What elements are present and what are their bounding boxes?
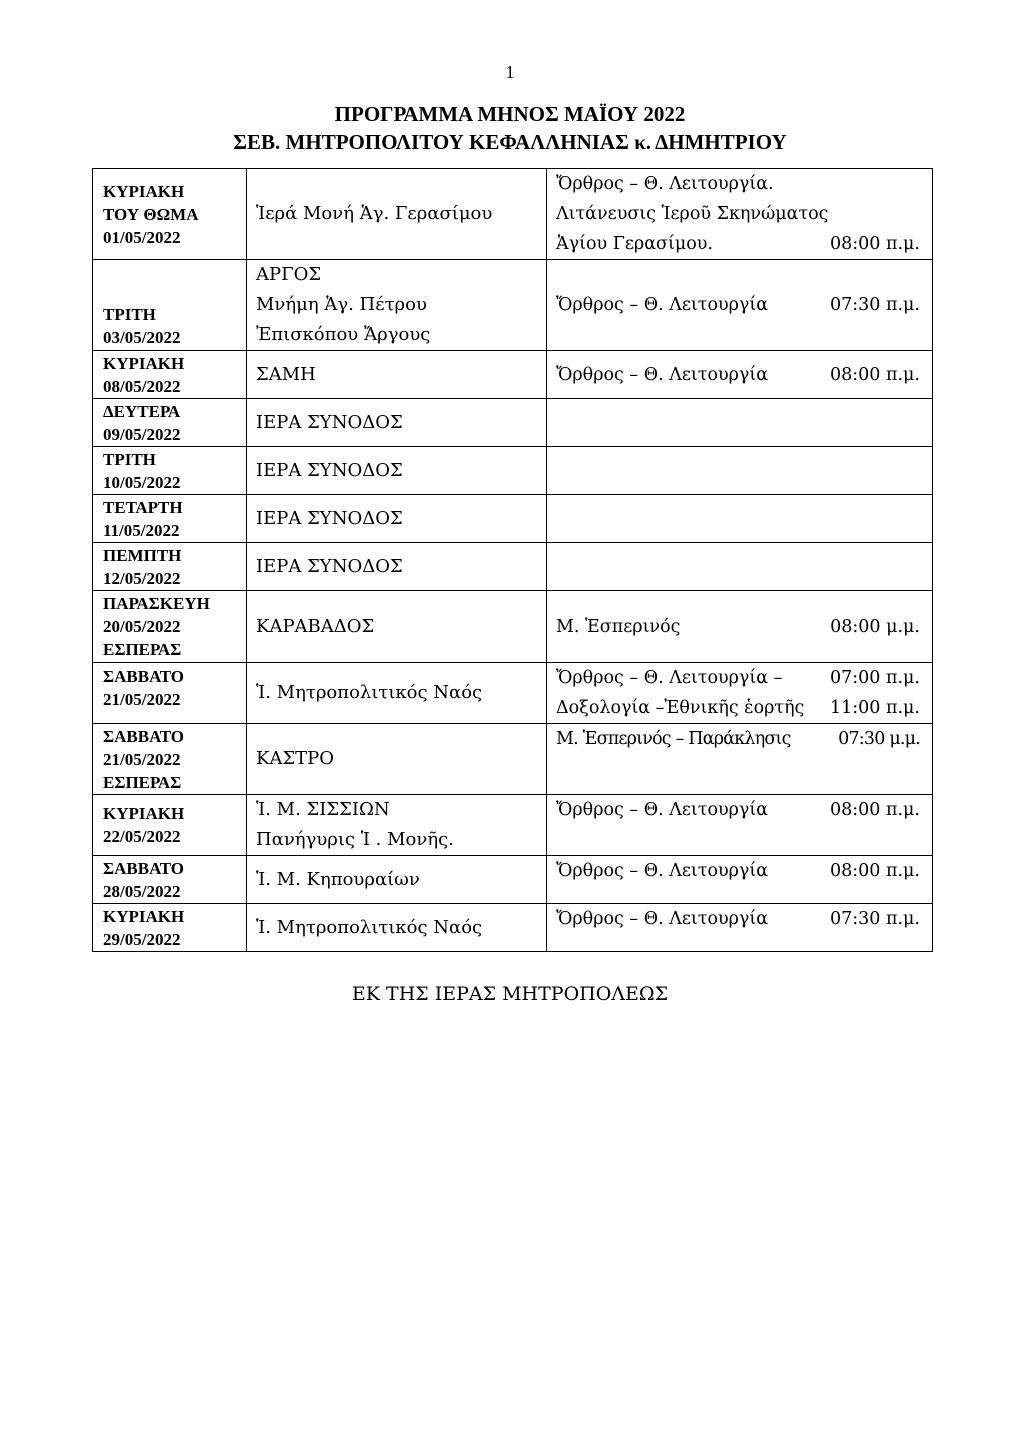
place-line: Πανήγυρις Ἱ . Μονῆς. (256, 829, 454, 850)
date-line: 28/05/2022 (103, 881, 181, 901)
service-cell (547, 169, 933, 260)
service-time: 07:00 π.μ. (830, 668, 920, 688)
service-text: Ἁγίου Γερασίμου. (556, 234, 713, 254)
date-cell (93, 351, 247, 399)
date-line: ΚΥΡΙΑΚΗ (103, 353, 185, 373)
date-line: 21/05/2022 (103, 749, 181, 769)
service-text: Ὄρθρος – Θ. Λειτουργία (556, 861, 769, 881)
table-row (93, 904, 933, 952)
date-line: ΤΟΥ ΘΩΜΑ (103, 204, 199, 224)
service-cell (547, 260, 933, 351)
date-line: ΚΥΡΙΑΚΗ (103, 181, 185, 201)
service-line (556, 169, 920, 199)
place-cell (247, 447, 547, 495)
place-line: ΙΕΡΑ ΣΥΝΟΔΟΣ (256, 411, 403, 433)
place-line: Ἱ. Μ. Κηπουραίων (256, 868, 420, 890)
service-line (556, 229, 920, 259)
service-time: 07:30 μ.μ. (838, 729, 920, 749)
service-line (556, 904, 920, 934)
service-line (556, 856, 920, 886)
service-line (556, 795, 920, 825)
service-line (556, 612, 920, 642)
table-row (93, 543, 933, 591)
date-line: ΣΑΒΒΑΤΟ (103, 726, 184, 746)
service-time: 11:00 π.μ. (830, 698, 920, 718)
date-cell (93, 904, 247, 952)
date-cell (93, 169, 247, 260)
service-line (556, 360, 920, 390)
place-cell (247, 904, 547, 952)
table-row (93, 856, 933, 904)
date-line: ΚΥΡΙΑΚΗ (103, 906, 185, 926)
date-cell (93, 663, 247, 724)
service-cell (547, 591, 933, 663)
service-cell (547, 904, 933, 952)
place-cell (247, 795, 547, 856)
service-text: Δοξολογία –Ἐθνικῆς ἑορτῆς (556, 698, 805, 718)
date-line: 29/05/2022 (103, 929, 181, 949)
date-line: ΔΕΥΤΕΡΑ (103, 401, 181, 421)
table-row (93, 495, 933, 543)
table-row (93, 724, 933, 795)
place-cell (247, 399, 547, 447)
date-line: ΤΕΤΑΡΤΗ (103, 497, 183, 517)
service-line (556, 199, 920, 229)
place-line: ΣΑΜΗ (256, 363, 316, 385)
date-cell (93, 543, 247, 591)
place-cell (247, 260, 547, 351)
service-cell (547, 495, 933, 543)
place-cell (247, 591, 547, 663)
table-row (93, 591, 933, 663)
table-row (93, 795, 933, 856)
date-cell (93, 260, 247, 351)
date-line: ΕΣΠΕΡΑΣ (103, 772, 182, 792)
place-line: Ἱ. Μ. ΣΙΣΣΙΩΝ (256, 799, 390, 820)
service-text: Ὄρθρος – Θ. Λειτουργία (556, 295, 769, 315)
service-cell (547, 543, 933, 591)
place-line: ΙΕΡΑ ΣΥΝΟΔΟΣ (256, 507, 403, 529)
place-line: Ἱ. Μητροπολιτικός Ναός (256, 916, 483, 938)
table-row (93, 663, 933, 724)
schedule-table (92, 168, 933, 952)
service-cell (547, 663, 933, 724)
place-cell (247, 351, 547, 399)
place-line: Ἐπισκόπου Ἄργους (256, 324, 431, 345)
date-line: 03/05/2022 (103, 328, 181, 347)
service-text: Ὄρθρος – Θ. Λειτουργία. (556, 174, 774, 194)
date-line: 12/05/2022 (103, 568, 181, 588)
service-line (556, 663, 920, 693)
service-line (556, 693, 920, 723)
date-line: ΚΥΡΙΑΚΗ (103, 804, 185, 823)
date-cell (93, 795, 247, 856)
date-line: 20/05/2022 (103, 617, 181, 636)
date-line: 11/05/2022 (103, 520, 180, 540)
date-line: 10/05/2022 (103, 472, 181, 492)
table-row (93, 447, 933, 495)
place-cell (247, 856, 547, 904)
service-text: Λιτάνευσις Ἱεροῦ Σκηνώματος (556, 204, 829, 224)
date-line: 08/05/2022 (103, 376, 181, 396)
place-line: ΙΕΡΑ ΣΥΝΟΔΟΣ (256, 459, 403, 481)
service-time: 08:00 μ.μ. (830, 616, 920, 637)
service-cell (547, 856, 933, 904)
service-cell (547, 399, 933, 447)
place-line: Ἱερά Μονή Ἁγ. Γερασίμου (256, 203, 493, 224)
date-line: 21/05/2022 (103, 690, 181, 709)
title-line-1: ΠΡΟΓΡΑΜΜΑ ΜΗΝΟΣ ΜΑΪΟΥ 2022 (334, 102, 686, 126)
service-cell (547, 351, 933, 399)
place-line: ΙΕΡΑ ΣΥΝΟΔΟΣ (256, 555, 403, 577)
service-text: Ὄρθρος – Θ. Λειτουργία (556, 800, 769, 820)
place-line: ΑΡΓΟΣ (256, 264, 322, 285)
date-line: 09/05/2022 (103, 424, 181, 444)
title-line-2: ΣΕΒ. ΜΗΤΡΟΠΟΛΙΤΟΥ ΚΕΦΑΛΛΗΝΙΑΣ κ. ΔΗΜΗΤΡΙΟΥ (233, 130, 787, 154)
place-line: ΚΑΡΑΒΑΔΟΣ (256, 615, 375, 637)
footer-signature: ΕΚ ΤΗΣ ΙΕΡΑΣ ΜΗΤΡΟΠΟΛΕΩΣ (351, 983, 669, 1005)
table-row (93, 351, 933, 399)
place-line: Μνήμη Ἁγ. Πέτρου (256, 294, 427, 315)
place-line: Ἱ. Μητροπολιτικός Ναός (256, 682, 483, 703)
date-line: ΣΑΒΒΑΤΟ (103, 667, 184, 686)
document-title (0, 100, 1020, 156)
table-row (93, 399, 933, 447)
service-time: 08:00 π.μ. (830, 800, 920, 820)
service-time: 07:30 π.μ. (830, 295, 920, 315)
date-cell (93, 856, 247, 904)
date-cell (93, 724, 247, 795)
service-text: Μ. Ἑσπερινός – Παράκλησις (556, 729, 791, 749)
service-time: 08:00 π.μ. (830, 861, 920, 881)
table-row (93, 260, 933, 351)
date-line: ΤΡΙΤΗ (103, 449, 156, 469)
service-text: Ὄρθρος – Θ. Λειτουργία (556, 364, 769, 385)
service-cell (547, 724, 933, 795)
service-cell (547, 795, 933, 856)
date-cell (93, 399, 247, 447)
date-cell (93, 495, 247, 543)
place-cell (247, 724, 547, 795)
date-cell (93, 447, 247, 495)
page-number: 1 (505, 62, 515, 82)
service-time: 08:00 π.μ. (830, 364, 920, 385)
date-line: 01/05/2022 (103, 227, 181, 247)
date-line: ΣΑΒΒΑΤΟ (103, 858, 184, 878)
service-line (556, 290, 920, 320)
service-text: Ὄρθρος – Θ. Λειτουργία (556, 909, 769, 929)
place-line: ΚΑΣΤΡΟ (256, 748, 335, 769)
date-line: ΠΕΜΠΤΗ (103, 545, 182, 565)
date-line: ΕΣΠΕΡΑΣ (103, 640, 182, 659)
service-time: 08:00 π.μ. (830, 234, 920, 254)
date-line: 22/05/2022 (103, 827, 181, 846)
service-cell (547, 447, 933, 495)
service-time: 07:30 π.μ. (830, 909, 920, 929)
service-text: Ὄρθρος – Θ. Λειτουργία – (556, 668, 783, 688)
place-cell (247, 543, 547, 591)
place-cell (247, 495, 547, 543)
service-line (556, 724, 920, 754)
date-line: ΤΡΙΤΗ (103, 305, 156, 324)
date-cell (93, 591, 247, 663)
place-cell (247, 169, 547, 260)
table-row (93, 169, 933, 260)
place-cell (247, 663, 547, 724)
service-text: Μ. Ἑσπερινός (556, 616, 681, 637)
date-line: ΠΑΡΑΣΚΕΥΗ (103, 594, 210, 613)
